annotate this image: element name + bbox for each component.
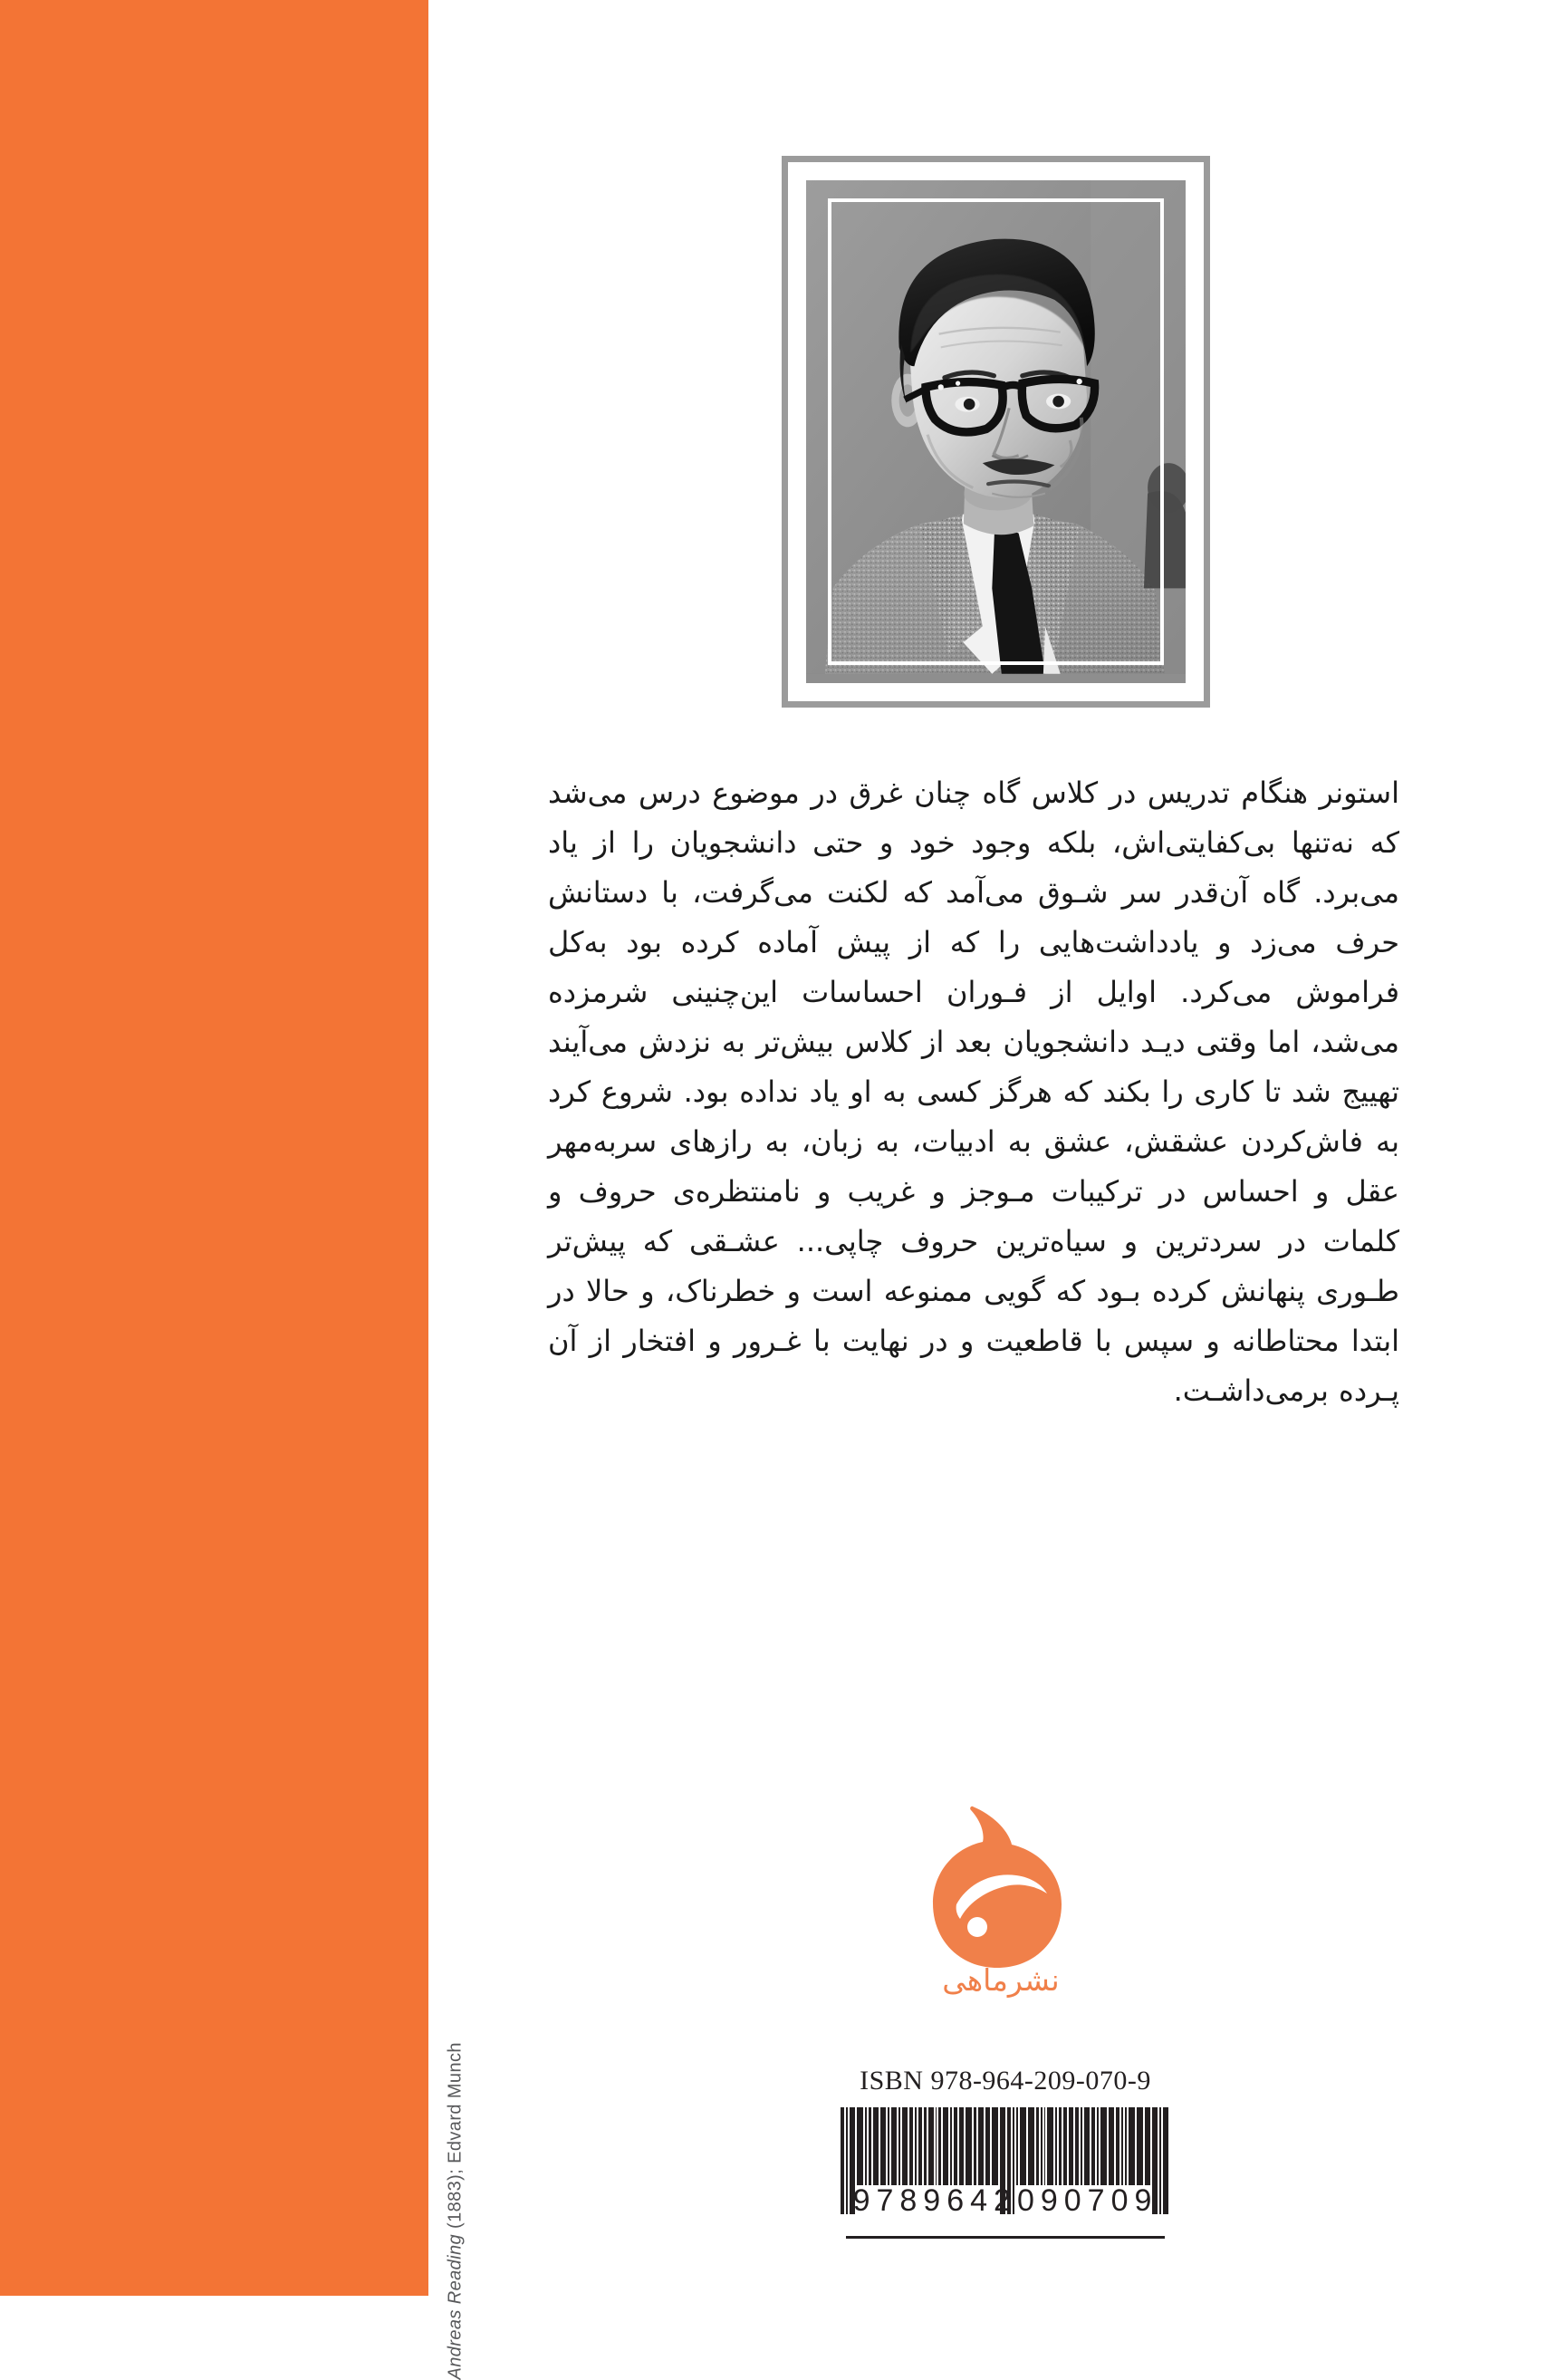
- back-cover-blurb: استونر هنگام تدریس در کلاس گاه چنان غرق در موضوع درس می‌شد که نه‌تنها بی‌کفایتی‌اش، بلکه وجود خود و حتی دانشجویان را از یاد می‌برد. گاه آن‌قدر سر شـوق می‌آمد که لکنت می‌گرفت، با دستانش حرف می‌زد و یادداشت‌هایی را که از پیش آماده کرده بود به‌کل فراموش می‌کرد. اوایل از فـوران احساسات این‌چنینی شرمزده می‌شد، اما وقتی دیـد دانشجویان بعد از کلاس بیش‌تر به نزدش می‌آیند تهییج شد تا کاری را بکند که هرگز کسی به او یاد نداده بود. شروع کرد به فاش‌کردن عشقش، عشق به ادبیات، به زبان، به رازهای سربه‌مهر عقل و احساس در ترکیبات مـوجز و غریب و نامنتظره‌ی حروف و کلمات در سردترین و سیاه‌ترین حروف چاپی... عشـقی که پیش‌تر طـوری پنهانش کرده بـود که گویی ممنوعه است و خطرناک، و حالا در ابتدا محتاطانه و سپس با قاطعیت و در نهایت با غـرور و افتخار از آن پـرده برمی‌داشـت.: [548, 776, 1399, 1408]
- accent-spine-band: [0, 0, 428, 2296]
- photo-credit-artwork-title: Andreas Reading: [445, 2233, 466, 2380]
- isbn-block: [833, 2066, 1177, 2243]
- isbn-number: ISBN 978-964-209-070-9: [860, 2066, 1151, 2096]
- barcode: [833, 2107, 1177, 2243]
- photo-credit-artist: (1883); Edvard Munch: [445, 2042, 466, 2234]
- photo-credit: [428, 1774, 468, 2380]
- publisher-name: نشرماهی: [942, 1962, 1060, 1998]
- author-portrait: [806, 180, 1186, 683]
- barcode-bars: [841, 2107, 1170, 2194]
- author-portrait-frame: [782, 156, 1210, 708]
- barcode-underline: [846, 2236, 1165, 2239]
- author-portrait-image: [806, 180, 1186, 674]
- barcode-digits: 9789642090709: [852, 2183, 1158, 2218]
